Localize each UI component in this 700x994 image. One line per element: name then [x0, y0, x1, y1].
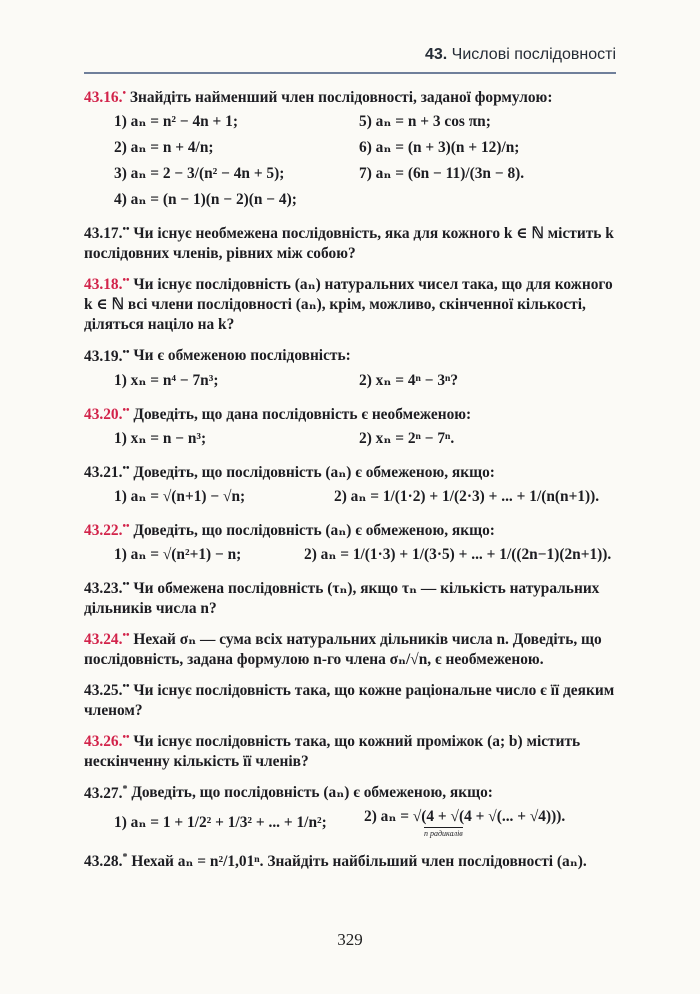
problem-text: Нехай σₙ — сума всіх натуральних дільників числа n. Доведіть, що послідовність, задана формулою n-го члена σₙ/√n, є необмеженою.: [84, 631, 602, 669]
problem-text: Доведіть, що послідовність (aₙ) є обмеженою, якщо:: [133, 463, 495, 481]
option-3: 3) aₙ = 2 − 3/(n² − 4n + 5);: [114, 165, 285, 183]
problem-43-16: [84, 84, 616, 213]
problem-number: 43.19.••: [84, 346, 130, 365]
option-1: 1) aₙ = √(n+1) − √n;: [114, 487, 246, 505]
problem-text: Чи існує послідовність така, що кожний проміжок (a; b) містить нескінченну кількість її членів?: [84, 733, 581, 771]
problem-text: Чи існує послідовність така, що кожне раціональне число є її деяким членом?: [84, 682, 615, 720]
problem-number: 43.17.••: [84, 224, 130, 243]
problem-43-18: [84, 271, 616, 335]
problem-43-20: [84, 401, 616, 452]
section-title: [425, 46, 616, 64]
problem-number: 43.18.••: [84, 275, 130, 294]
problem-number: 43.20.••: [84, 404, 130, 423]
option-1: 1) aₙ = √(n²+1) − n;: [114, 545, 242, 563]
option-2: 2) aₙ = 1/(1·2) + 1/(2·3) + ... + 1/(n(n+1)).: [334, 487, 600, 505]
problem-text: Доведіть, що послідовність (aₙ) є обмеженою, якщо:: [131, 784, 493, 802]
page-number: 329: [337, 930, 363, 949]
problem-43-17: [84, 220, 616, 264]
problem-text: Доведіть, що послідовність (aₙ) є обмеженою, якщо:: [133, 521, 495, 539]
option-7: 7) aₙ = (6n − 11)/(3n − 8).: [359, 165, 525, 183]
problem-43-21: [84, 459, 616, 510]
problem-43-23: [84, 575, 616, 619]
problem-text: Нехай aₙ = n²/1,01ⁿ. Знайдіть найбільший член послідовності (aₙ).: [131, 852, 587, 870]
option-6: 6) aₙ = (n + 3)(n + 12)/n;: [359, 139, 520, 157]
option-2: 2) aₙ = 1/(1·3) + 1/(3·5) + ... + 1/((2n−1)(2n+1)).: [304, 545, 612, 563]
option-2-formula: 2) aₙ = √(4 + √(4 + √(... + √4))).: [364, 807, 566, 825]
option-1: 1) aₙ = n² − 4n + 1;: [114, 113, 238, 131]
problem-number: 43.27.*: [84, 783, 128, 802]
problem-number: 43.24.••: [84, 630, 130, 649]
problem-number: 43.25.••: [84, 681, 130, 700]
problem-text: Чи є обмеженою послідовність:: [133, 347, 351, 365]
problem-text: Доведіть, що дана послідовність є необмеженою:: [133, 405, 472, 423]
problem-number: 43.26.••: [84, 732, 130, 751]
option-1: 1) xₙ = n − n³;: [114, 429, 207, 447]
option-2: [364, 807, 614, 839]
problem-list: [84, 84, 616, 879]
option-5: 5) aₙ = n + 3 cos πn;: [359, 113, 491, 131]
problem-43-27: [84, 779, 616, 840]
problem-43-19: [84, 342, 616, 393]
problem-options: [84, 542, 616, 568]
problem-text: Чи існує послідовність (aₙ) натуральних чисел така, що для кожного k ∈ ℕ всі члени послідовності (aₙ), крім, можливо, скінченної кількості, діляться націло на k?: [84, 276, 613, 334]
brace-label: n радикалів: [424, 828, 463, 838]
problem-number: 43.23.••: [84, 578, 130, 597]
problem-number: 43.21.••: [84, 462, 130, 481]
option-1: 1) xₙ = n⁴ − 7n³;: [114, 371, 219, 389]
problem-text: Чи обмежена послідовність (τₙ), якщо τₙ — кількість натуральних дільників числа n?: [84, 580, 600, 617]
problem-43-22: [84, 517, 616, 568]
problem-number: 43.16.•: [84, 88, 126, 107]
problem-43-24: [84, 626, 616, 670]
problem-options: [84, 426, 616, 452]
problem-number: 43.22.••: [84, 520, 130, 539]
option-1: 1) aₙ = 1 + 1/2² + 1/3² + ... + 1/n²;: [114, 813, 327, 831]
problem-43-25: [84, 677, 616, 721]
problem-options: [84, 109, 616, 213]
problem-43-26: [84, 728, 616, 772]
option-4: 4) aₙ = (n − 1)(n − 2)(n − 4);: [114, 191, 297, 209]
problem-text: Знайдіть найменший член послідовності, заданої формулою:: [129, 89, 553, 107]
problem-text: Чи існує необмежена послідовність, яка для кожного k ∈ ℕ містить k послідовних членів, рівних між собою?: [84, 225, 614, 263]
option-2: 2) aₙ = n + 4/n;: [114, 139, 214, 157]
problem-options: [84, 368, 616, 394]
section-title-text: Числові послідовності: [451, 46, 616, 63]
problem-number: 43.28.*: [84, 851, 128, 870]
problem-options: [84, 484, 616, 510]
option-2: 2) xₙ = 2ⁿ − 7ⁿ.: [359, 429, 455, 447]
problem-43-28: [84, 848, 616, 872]
page-header: [84, 44, 616, 74]
section-number: 43.: [424, 46, 448, 63]
problem-options: [84, 805, 616, 841]
option-2: 2) xₙ = 4ⁿ − 3ⁿ?: [359, 371, 459, 389]
